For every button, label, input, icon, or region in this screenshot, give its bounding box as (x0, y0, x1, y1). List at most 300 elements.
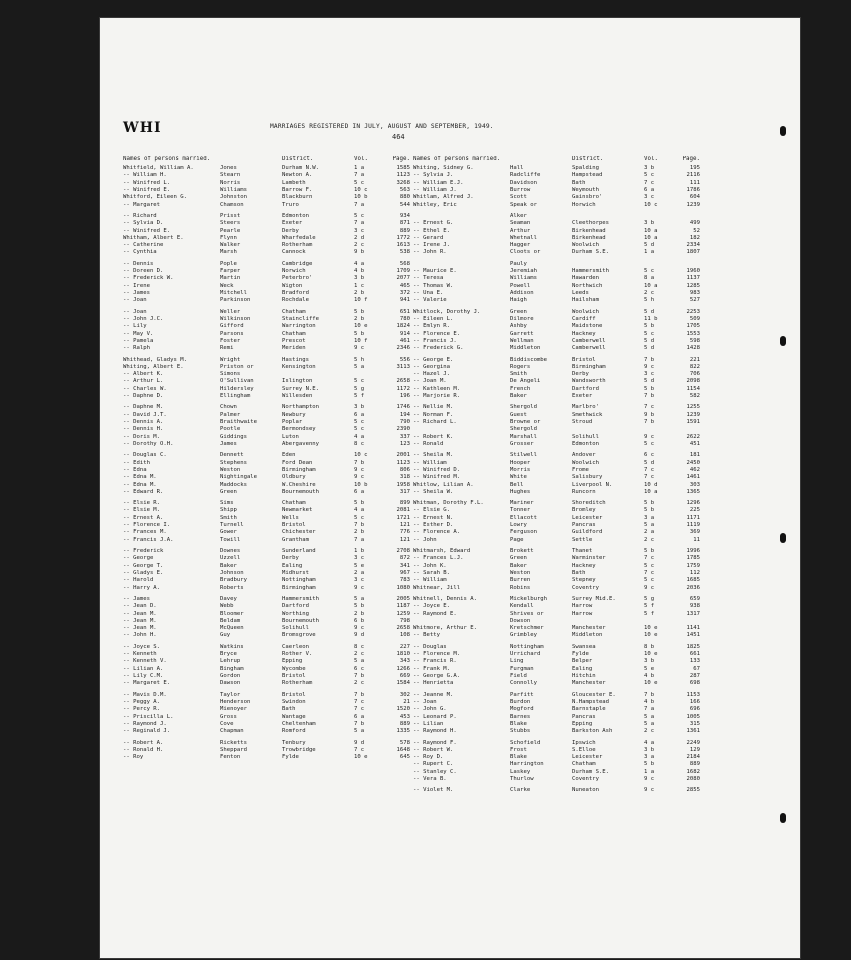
table-row (413, 460, 705, 467)
entry-volume (644, 618, 670, 625)
table-row (413, 603, 705, 610)
entry-name: -- Frederick (123, 548, 164, 554)
table-row (413, 489, 705, 496)
register-page (100, 18, 800, 958)
table-row (123, 180, 415, 187)
entry-page: 2658 (396, 378, 410, 385)
table-row (123, 419, 415, 426)
entry-district: Gainsbro' (572, 194, 603, 201)
entry-page: 2081 (396, 507, 410, 514)
entry-name: -- Emlyn R. (413, 323, 451, 330)
entry-name: -- William H. (123, 172, 167, 179)
entry-page: 2622 (686, 433, 700, 440)
entry-page: 337 (399, 433, 410, 440)
entry-page: 287 (689, 673, 700, 679)
right-column (413, 153, 705, 795)
table-row (123, 434, 415, 441)
entry-spouse-surname: Fenton (220, 754, 241, 761)
table-row (123, 721, 415, 728)
entry-district: Barnstaple (572, 706, 606, 713)
entry-district: Exeter (282, 220, 303, 227)
table-row (123, 249, 415, 256)
entry-district: Poplar (282, 419, 303, 425)
entry-page: 651 (399, 308, 410, 315)
header-page: Page. (682, 156, 700, 162)
entry-name: -- Marjorie R. (413, 393, 461, 400)
table-row (413, 393, 705, 400)
entry-page: 166 (689, 698, 700, 705)
entry-district: Birmingham (282, 584, 316, 591)
table-row (413, 404, 705, 411)
entry-volume: 10 e (644, 632, 658, 639)
table-row (123, 500, 415, 507)
entry-spouse-surname: Mariner (510, 500, 534, 507)
entry-district: Oldbury (282, 474, 306, 481)
entry-name: -- Mavis D.M. (123, 691, 167, 698)
entry-name: -- George G.A. (413, 673, 461, 679)
table-row (413, 651, 705, 658)
entry-page: 318 (399, 474, 410, 481)
entry-name: -- William E.J. (413, 179, 464, 186)
entry-spouse-surname: Blake (510, 720, 527, 727)
entry-name: -- Sheila W. (413, 488, 454, 495)
entry-spouse-surname: Beldam (220, 617, 241, 624)
entry-spouse-surname: Bryce (220, 651, 237, 658)
entry-spouse-surname: Burren (510, 577, 531, 584)
table-row (413, 673, 705, 680)
entry-page: 776 (399, 529, 410, 536)
entry-volume (644, 213, 670, 220)
table-row (413, 213, 705, 220)
entry-page: 798 (399, 617, 410, 624)
entry-page: 1335 (396, 728, 410, 735)
entry-spouse-surname: Cloots or (510, 249, 541, 256)
entry-page: 1958 (396, 481, 410, 488)
entry-spouse-surname: Ricketts (220, 739, 247, 746)
entry-volume: 5 g (644, 595, 655, 602)
entry-page: 582 (689, 393, 700, 400)
left-entries (123, 165, 415, 761)
entry-page: 1172 (396, 385, 410, 392)
entry-page: 2036 (686, 584, 700, 591)
entry-volume: 10 e (644, 680, 658, 687)
entry-page: 181 (689, 452, 700, 459)
entry-volume: 5 a (644, 522, 655, 529)
entry-district: Truro (282, 201, 299, 208)
entry-spouse-surname: Nottingham (510, 643, 544, 650)
entry-district: Cambridge (282, 260, 313, 267)
entry-district: Stepney (572, 577, 596, 584)
entry-spouse-surname: Wright (220, 356, 241, 363)
entry-spouse-surname: Guy (220, 632, 231, 639)
entry-district (282, 371, 354, 378)
entry-name: -- William (413, 459, 447, 466)
entry-spouse-surname: Stilwell (510, 452, 537, 459)
entry-volume: 10 e (354, 754, 368, 761)
table-row (413, 522, 705, 529)
entry-page: 822 (689, 363, 700, 370)
entry-spouse-surname: Henderson (220, 698, 251, 705)
entry-spouse-surname: Weston (220, 466, 241, 473)
entry-district: Horwich (572, 201, 596, 208)
entry-page: 112 (689, 569, 700, 576)
table-row (123, 268, 415, 275)
table-row (413, 187, 705, 194)
entry-page: 129 (689, 746, 700, 753)
entry-name: -- Dennis H. (123, 426, 164, 433)
entry-district: Swansea (572, 643, 596, 650)
entry-spouse-surname: Gordon (220, 673, 241, 679)
entry-page: 578 (399, 739, 410, 746)
table-row (413, 180, 705, 187)
table-row (413, 371, 705, 378)
entry-district: Derby (282, 555, 299, 562)
entry-spouse-surname: Smith (220, 514, 237, 521)
table-row (413, 378, 705, 385)
entry-volume: 10 f (354, 297, 368, 304)
entry-page: 544 (399, 201, 410, 208)
entry-volume: 1 b (354, 548, 365, 554)
entry-spouse-surname: Stephens (220, 459, 247, 466)
entry-district: Edmonton (572, 440, 599, 447)
entry-name: -- Daphne M. (123, 404, 164, 411)
entry-name: -- Frederick W. (123, 275, 174, 282)
entry-district: Chatham (282, 330, 306, 337)
entry-page: 121 (399, 522, 410, 529)
entry-district: Runcorn (572, 488, 596, 495)
entry-district: Salisbury (572, 474, 603, 481)
entry-district: Hackney (572, 330, 596, 337)
entry-page: 315 (689, 720, 700, 727)
entry-volume: 5 c (354, 179, 365, 186)
entry-volume: 5 c (644, 172, 655, 179)
entry-page: 598 (689, 337, 700, 344)
entry-name: -- Winifred M. (413, 474, 461, 481)
entry-name: -- Henrietta (413, 680, 454, 687)
table-row (123, 673, 415, 680)
entry-name: -- Gladys E. (123, 569, 164, 576)
entry-district: Ealing (282, 562, 303, 569)
table-row (413, 297, 705, 304)
entry-volume: 5 h (354, 356, 365, 363)
entry-volume: 7 b (644, 356, 655, 363)
table-row (123, 585, 415, 592)
table-row (123, 323, 415, 330)
entry-name: -- John G. (413, 706, 447, 713)
entry-spouse-surname: Cove (220, 720, 234, 727)
table-row (413, 529, 705, 536)
entry-volume: 5 d (644, 337, 655, 344)
table-row (413, 242, 705, 249)
entry-district: Birmingham (572, 363, 606, 370)
entry-volume: 5 a (354, 595, 365, 602)
table-row (413, 740, 705, 747)
entry-spouse-surname: Scott (510, 194, 527, 201)
entry-district: Chatham (282, 500, 306, 507)
entry-spouse-surname: Priston or (220, 363, 254, 370)
entry-page (670, 213, 700, 220)
entry-volume: 2 b (354, 610, 365, 617)
entry-spouse-surname: Biddiscombe (510, 356, 548, 363)
entry-spouse-surname: Williams (220, 186, 247, 193)
entry-name: -- Joan (413, 698, 437, 705)
entry-page: 2253 (686, 308, 700, 315)
entry-name: -- Winifred L. (123, 179, 171, 186)
table-row (413, 500, 705, 507)
entry-spouse-surname: Dowson (510, 617, 531, 624)
entry-volume: 9 c (644, 787, 655, 794)
table-row (123, 331, 415, 338)
entry-name: -- Ernest N. (413, 514, 454, 521)
entry-page: 2001 (396, 452, 410, 459)
table-row (123, 625, 415, 632)
entry-page: 3113 (396, 363, 410, 370)
entry-volume: 5 b (644, 323, 655, 330)
entry-page: 661 (689, 651, 700, 658)
entry-page: 1296 (686, 500, 700, 507)
entry-name: -- Valerie (413, 297, 447, 304)
entry-district: Cleethorpes (572, 220, 610, 227)
table-row (123, 357, 415, 364)
entry-volume: 5 c (644, 577, 655, 584)
entry-spouse-surname: Hall (510, 165, 524, 171)
entry-name: -- Raymond J. (123, 720, 167, 727)
entry-volume: 7 c (644, 466, 655, 473)
table-row (123, 452, 415, 459)
punch-hole-mark (780, 336, 786, 346)
entry-district: Harrow (572, 610, 593, 617)
entry-spouse-surname: Pootle (220, 426, 241, 433)
entry-spouse-surname: Jeremiah (510, 268, 537, 275)
entry-spouse-surname: Davey (220, 595, 237, 602)
entry-volume: 7 c (644, 179, 655, 186)
entry-spouse-surname: Weller (220, 308, 241, 315)
entry-spouse-surname: Morris (510, 466, 531, 473)
entry-name: -- Ernest G. (413, 220, 454, 227)
entry-volume: 5 c (354, 514, 365, 521)
entry-district: Bath (282, 706, 296, 713)
entry-spouse-surname: Alker (510, 212, 527, 219)
entry-spouse-surname: Green (510, 308, 527, 315)
entry-district: Stroud (572, 419, 593, 425)
entry-district: Birkenhead (572, 234, 606, 241)
entry-spouse-surname: Mogford (510, 706, 534, 713)
table-row (123, 194, 415, 201)
entry-page: 872 (399, 555, 410, 562)
entry-spouse-surname: Bell (510, 481, 524, 488)
entry-district: Lambeth (282, 179, 306, 186)
entry-volume: 5 g (354, 385, 365, 392)
table-row (413, 220, 705, 227)
entry-volume: 7 c (644, 555, 655, 562)
entry-page: 1591 (686, 419, 700, 425)
entry-spouse-surname: Martin (220, 275, 241, 282)
entry-district: Hitchin (572, 673, 596, 679)
entry-spouse-surname: Simons (220, 371, 241, 378)
entry-volume: 6 b (354, 617, 365, 624)
table-row (413, 235, 705, 242)
entry-page: 108 (399, 632, 410, 639)
entry-spouse-surname: James (220, 440, 237, 447)
entry-district: Manchester (572, 680, 606, 687)
entry-name: Whiting, Sidney G. (413, 165, 474, 171)
entry-volume: 5 c (644, 268, 655, 275)
entry-spouse-surname: Gower (220, 529, 237, 536)
entry-spouse-surname: Bloomer (220, 610, 244, 617)
table-row (413, 625, 705, 632)
entry-spouse-surname: Baker (510, 393, 527, 400)
entry-volume: 2 b (354, 290, 365, 296)
entry-volume: 2 c (354, 651, 365, 658)
entry-volume: 5 a (354, 363, 365, 370)
entry-district: Ford Dean (282, 459, 313, 466)
entry-volume (644, 261, 670, 268)
entry-name: -- William J. (413, 186, 457, 193)
table-row (123, 242, 415, 249)
entry-name: Whitham, Albert E. (123, 234, 184, 241)
entry-spouse-surname: Giddings (220, 433, 247, 440)
entry-volume: 4 b (644, 673, 655, 679)
entry-volume: 5 a (354, 728, 365, 735)
entry-spouse-surname: Farper (220, 268, 241, 275)
entry-page: 780 (399, 315, 410, 322)
entry-name: -- Edna M. (123, 474, 157, 481)
entry-district: Marlbro' (572, 404, 599, 411)
entry-volume: 8 b (644, 643, 655, 650)
entry-volume: 7 b (354, 691, 365, 698)
table-row (413, 419, 705, 426)
table-row (413, 261, 705, 268)
table-row (413, 761, 705, 768)
entry-name: Whitlock, Dorothy J. (413, 308, 481, 315)
header-page: Page. (392, 156, 410, 162)
entry-district: Bromley (572, 507, 596, 514)
entry-name: -- Irene (123, 282, 150, 289)
entry-spouse-surname: Remi (220, 345, 234, 352)
table-row (413, 555, 705, 562)
table-row (123, 666, 415, 673)
entry-name: -- Jeanne M. (413, 691, 454, 698)
entry-name: -- George (123, 555, 154, 562)
entry-volume: 5 f (644, 610, 655, 617)
entry-district: Bradford (282, 290, 309, 296)
entry-page: 1317 (686, 610, 700, 617)
entry-name: -- Cynthia (123, 249, 157, 256)
entry-spouse-surname: Pauly (510, 260, 527, 267)
entry-spouse-surname: Bingham (220, 665, 244, 672)
entry-page: 1960 (686, 268, 700, 275)
entry-page: 706 (689, 371, 700, 378)
entry-name: -- Roy (123, 754, 144, 761)
entry-district: Bath (572, 179, 586, 186)
header-district: District. (572, 156, 604, 162)
entry-name: -- Charles W. (123, 385, 167, 392)
entry-name: -- Lily C.M. (123, 673, 164, 679)
entry-page: 369 (689, 529, 700, 536)
entry-district: Grantham (282, 536, 309, 543)
table-row (413, 165, 705, 172)
entry-district: Sunderland (282, 548, 316, 554)
entry-spouse-surname: Roberts (220, 584, 244, 591)
entry-spouse-surname: Ashby (510, 323, 527, 330)
table-row (413, 515, 705, 522)
entry-volume: 8 c (354, 440, 365, 447)
table-row (123, 699, 415, 706)
entry-district: Midhurst (282, 569, 309, 576)
entry-name: -- Eileen L. (413, 315, 454, 322)
entry-page: 1428 (686, 345, 700, 352)
entry-spouse-surname: Shrives or (510, 610, 544, 617)
entry-volume: 7 a (354, 172, 365, 179)
entry-page: 538 (399, 249, 410, 256)
entry-page: 1119 (686, 522, 700, 529)
entry-volume: 5 f (354, 393, 365, 400)
entry-page: 303 (689, 481, 700, 488)
entry-district: Gloucester E. (572, 691, 616, 698)
entry-name: Whitnear, Jill (413, 584, 461, 591)
entry-district: Durham S.E. (572, 249, 610, 256)
entry-volume: 5 a (644, 720, 655, 727)
entry-volume: 7 b (644, 691, 655, 698)
table-row (123, 507, 415, 514)
entry-name: -- Elsie G. (413, 507, 451, 514)
entry-page: 2116 (686, 172, 700, 179)
entry-spouse-surname: Weck (220, 282, 234, 289)
entry-district: Caerleon (282, 643, 309, 650)
entry-district: Derby (282, 227, 299, 234)
entry-page: 1584 (396, 680, 410, 687)
entry-spouse-surname: Shipp (220, 507, 237, 514)
entry-spouse-surname: Dilmore (510, 315, 534, 322)
entry-district: Rochdale (282, 297, 309, 304)
entry-volume: 7 c (354, 746, 365, 753)
entry-name: -- Rupert C. (413, 761, 454, 768)
entry-name: -- Sarah B. (413, 569, 451, 576)
entry-spouse-surname: Ling (510, 658, 524, 665)
entry-page: 914 (399, 330, 410, 337)
entry-volume: 5 h (644, 297, 655, 304)
entry-district: Wandsworth (572, 378, 606, 385)
entry-volume: 3 b (644, 165, 655, 171)
table-row (413, 644, 705, 651)
entry-name: -- Georgina (413, 363, 451, 370)
entry-volume: 4 b (354, 268, 365, 275)
entry-district: Hammersmith (572, 268, 610, 275)
entry-name: Whithead, Gladys M. (123, 356, 187, 363)
table-row (413, 275, 705, 282)
table-row (123, 555, 415, 562)
table-row (123, 378, 415, 385)
entry-district: Solihull (572, 433, 599, 440)
entry-district: Bournemouth (282, 488, 320, 495)
entry-page: 2334 (686, 242, 700, 249)
table-row (413, 474, 705, 481)
table-row (123, 714, 415, 721)
entry-spouse-surname: Webb (220, 603, 234, 610)
entry-name: -- Edith (123, 459, 150, 466)
entry-name: -- Doreen D. (123, 268, 164, 275)
entry-page: 790 (399, 419, 410, 425)
entry-page: 783 (399, 577, 410, 584)
entry-spouse-surname: Burdon (510, 698, 531, 705)
entry-spouse-surname: Gifford (220, 323, 244, 330)
table-row (123, 529, 415, 536)
entry-page: 453 (399, 713, 410, 720)
entry-district: Kensington (282, 363, 316, 370)
entry-page: 2658 (396, 625, 410, 632)
entry-page: 2184 (686, 754, 700, 761)
table-row (413, 316, 705, 323)
